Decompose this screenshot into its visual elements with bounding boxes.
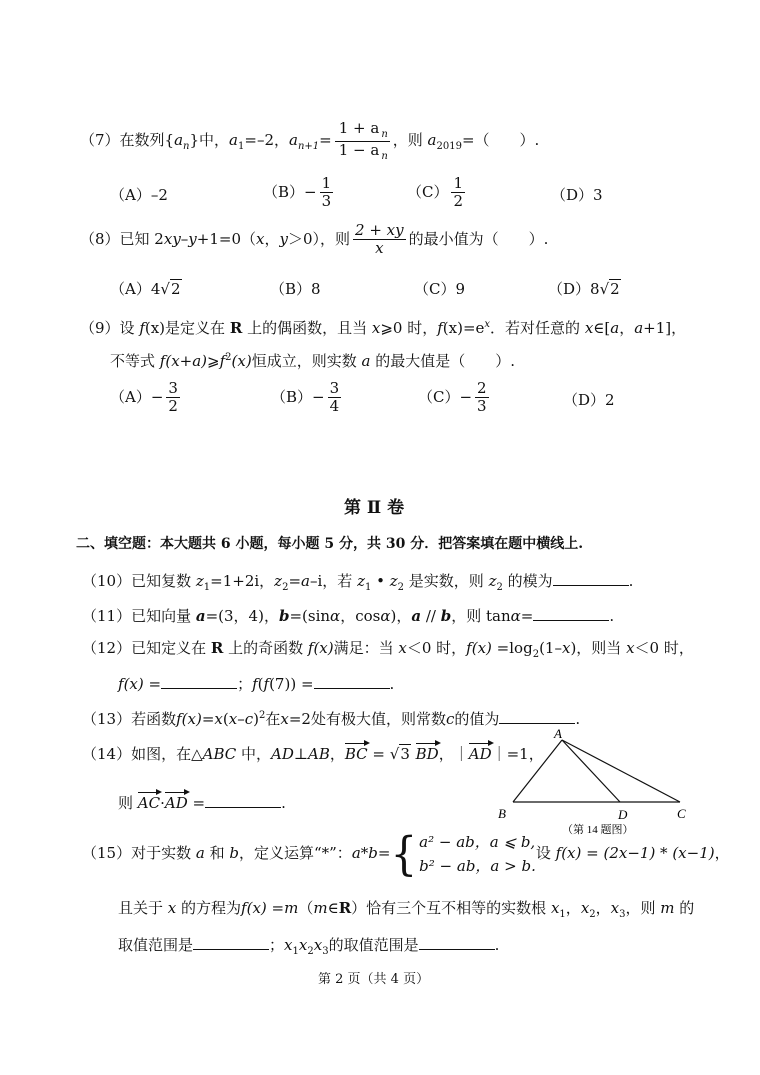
q9-option-a: （A）− $\frac{3}{2}$	[110, 379, 178, 416]
answer-blank	[419, 935, 495, 950]
q14-line2: 则 AC·AD = .	[118, 794, 286, 812]
segment-ad	[562, 740, 620, 802]
q13: （13）若函数$f(x)=x(x-c)^2$在x=2处有极大值，则常数c的值为 .	[82, 710, 581, 728]
answer-blank	[161, 674, 237, 689]
q11: （11）已知向量 a=(3，4)，b=(sinα，cosα)，a // b，则 tanα= .	[82, 607, 615, 625]
q10: （10）已知复数 $z_1=1+2i$，$z_2=a-i$，若 $z_1$ • $z_2$ 是实数，则 $z_2$ 的模为 .	[82, 572, 634, 593]
q15-line2: 且关于 x 的方程为f(x) =m（m∈R）恰有三个互不相等的实数根 $x_1$，$x_2$，$x_3$，则 m 的	[118, 899, 695, 920]
q8-stem: （8）已知 2xy–y+1=0（x，y＞0），则 $\frac{2 + xy}{x}$ 的最小值为（ ）.	[80, 221, 549, 258]
figure-caption: （第 14 题图）	[562, 824, 634, 836]
segment-ab	[513, 740, 562, 802]
q9-option-d: （D）2	[563, 391, 615, 409]
q15-line1: （15）对于实数 a 和 b，定义运算“*”：a*b={ a² − ab，a ⩽ b, b² − ab，a > b. 设 f(x) = (2x−1) * (x−1)，	[82, 826, 730, 881]
q14-line1: （14）如图，在△ABC 中，AD⊥AB，BC = √3 BD，｜AD｜=1，	[82, 745, 544, 763]
q8-option-a: （A）4√2	[110, 280, 181, 298]
q8-option-d: （D）8√2	[548, 280, 620, 298]
segment-ac	[562, 740, 680, 802]
q9-line2: 不等式 $f(x+a)⩾f^2(x)$恒成立，则实数 a 的最大值是（ ）.	[110, 352, 515, 370]
q7-stem: （7）在数列$\{a_n\}$中，$a_1=-2$，$a_{n+1}=$ $\frac{1 + a _n}{1 - a _n}$ ，则 $a_{2019}=$（ ）.	[80, 119, 540, 162]
q8-option-c: （C）9	[414, 280, 466, 298]
q7-option-c: （C） $\frac{1}{2}$	[407, 174, 464, 211]
q14-triangle-figure	[496, 726, 696, 838]
piecewise-cases: a² − ab，a ⩽ b, b² − ab，a > b.	[419, 833, 536, 875]
page-footer: 第 2 页（共 4 页）	[318, 972, 430, 987]
q9-line1: （9）设 f(x)是定义在 R 上的偶函数，且当 x⩾0 时，$f(x)=e^x$．若对任意的 x∈[a，a+1]，	[80, 319, 687, 337]
answer-blank	[193, 935, 269, 950]
answer-blank	[533, 606, 609, 621]
q12-line1: （12）已知定义在 R 上的奇函数 f(x)满足：当 x＜0 时，$f(x) =\log_2(1-x)$，则当 x＜0 时，	[82, 639, 694, 660]
q8-option-b: （B）8	[270, 280, 321, 298]
answer-blank	[553, 571, 629, 586]
vertex-b-label: B	[498, 806, 506, 821]
q9-option-c: （C）− $\frac{2}{3}$	[418, 379, 487, 416]
q12-line2: f(x) = ；f(f(7)) = .	[118, 675, 395, 693]
vertex-c-label: C	[677, 806, 686, 821]
answer-blank	[314, 674, 390, 689]
q9-option-b: （B）− $\frac{3}{4}$	[271, 379, 340, 416]
q15-line3: 取值范围是 ；$x_1x_2x_3$的取值范围是 .	[118, 936, 500, 957]
q7-option-b: （B）− $\frac{1}{3}$	[263, 174, 332, 211]
q8-fraction: $\frac{2 + xy}{x}$	[355, 221, 404, 258]
q7-option-d: （D）3	[551, 186, 603, 204]
vertex-d-label: D	[618, 807, 628, 822]
q7-fraction: $\frac{1 + a _n}{1 - a _n}$	[335, 120, 390, 162]
answer-blank	[499, 709, 575, 724]
answer-blank	[205, 793, 281, 808]
section-heading: 二、填空题：本大题共 6 小题，每小题 5 分，共 30 分．把答案填在题中横线上.	[76, 536, 584, 552]
vertex-a-label: A	[554, 726, 562, 741]
q7-option-a: （A）–2	[110, 186, 168, 204]
part-title: 第 Ⅱ 卷	[344, 498, 405, 518]
